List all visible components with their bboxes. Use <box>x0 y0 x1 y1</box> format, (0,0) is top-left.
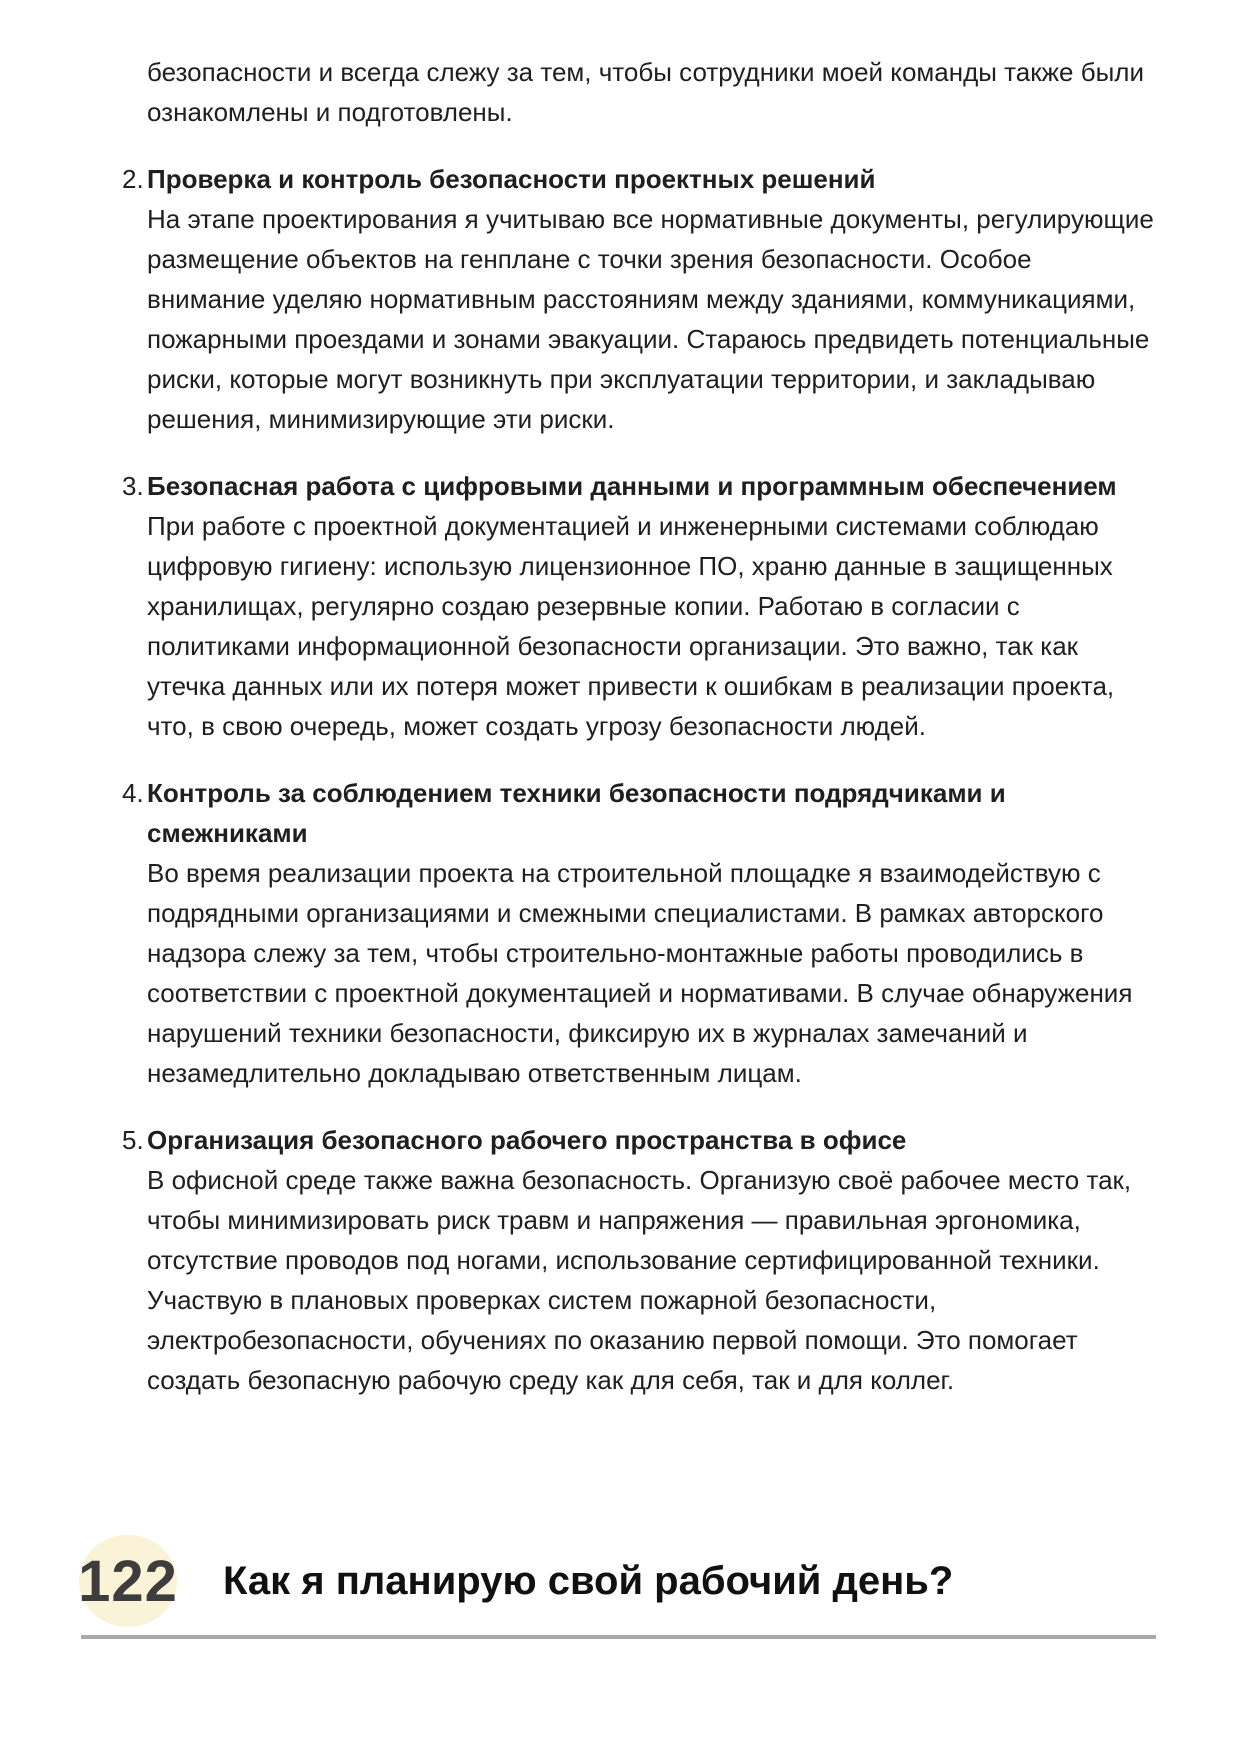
list-item-content <box>147 159 1155 439</box>
list-item-title: Проверка и контроль безопасности проектных решений <box>147 164 876 194</box>
question-title: Как я планирую свой рабочий день? <box>223 1559 954 1603</box>
list-item-body: В офисной среде также важна безопасность. Организую своё рабочее место так, чтобы минимизировать риск травм и напряжения — правильная эргономика, отсутствие проводов под ногами, использование сертифицированной техники. Участвую в плановых проверках систем пожарной безопасности, электробезопасности, обучениях по оказанию первой помощи. Это помогает создать безопасную рабочую среду как для себя, так и для коллег. <box>147 1165 1132 1395</box>
list-item-title: Организация безопасного рабочего пространства в офисе <box>147 1125 907 1155</box>
question-header <box>79 1533 1179 1629</box>
list-item-title: Безопасная работа с цифровыми данными и программным обеспечением <box>147 471 1117 501</box>
question-number: 122 <box>78 1548 178 1614</box>
intro-continuation-paragraph: безопасности и всегда слежу за тем, чтобы сотрудники моей команды также были ознакомлены и подготовлены. <box>147 57 1144 127</box>
question-number-badge <box>79 1535 177 1627</box>
list-item-content <box>147 773 1155 1093</box>
list-item-number: 3. <box>122 471 144 501</box>
list-item-number: 2. <box>122 164 144 194</box>
list-item-body: При работе с проектной документацией и инженерными системами соблюдаю цифровую гигиену: использую лицензионное ПО, храню данные в защищенных хранилищах, регулярно создаю резервные копии. Работаю в согласии с политиками информационной безопасности организации. Это важно, так как утечка данных или их потеря может привести к ошибкам в реализации проекта, что, в свою очередь, может создать угрозу безопасности людей. <box>147 511 1115 741</box>
list-item-number: 5. <box>122 1125 144 1155</box>
list-item-content <box>147 1120 1155 1400</box>
list-item <box>122 466 1155 746</box>
list-item-body: Во время реализации проекта на строительной площадке я взаимодействую с подрядными организациями и смежными специалистами. В рамках авторского надзора слежу за тем, чтобы строительно-монтажные работы проводились в соответствии с проектной документацией и нормативами. В случае обнаружения нарушений техники безопасности, фиксирую их в журналах замечаний и незамедлительно докладываю ответственным лицам. <box>147 858 1133 1088</box>
list-item-title: Контроль за соблюдением техники безопасности подрядчиками и смежниками <box>147 778 1006 848</box>
list-item-number: 4. <box>122 778 144 808</box>
section-divider-line <box>81 1635 1156 1639</box>
main-text-block <box>122 52 1155 1400</box>
list-item <box>122 773 1155 1093</box>
list-item <box>122 1120 1155 1400</box>
list-item-content <box>147 466 1155 746</box>
list-item <box>122 159 1155 439</box>
list-item-body: На этапе проектирования я учитываю все нормативные документы, регулирующие размещение объектов на генплане с точки зрения безопасности. Особое внимание уделяю нормативным расстояниям между зданиями, коммуникациями, пожарными проездами и зонами эвакуации. Стараюсь предвидеть потенциальные риски, которые могут возникнуть при эксплуатации территории, и закладываю решения, минимизирующие эти риски. <box>147 204 1154 434</box>
